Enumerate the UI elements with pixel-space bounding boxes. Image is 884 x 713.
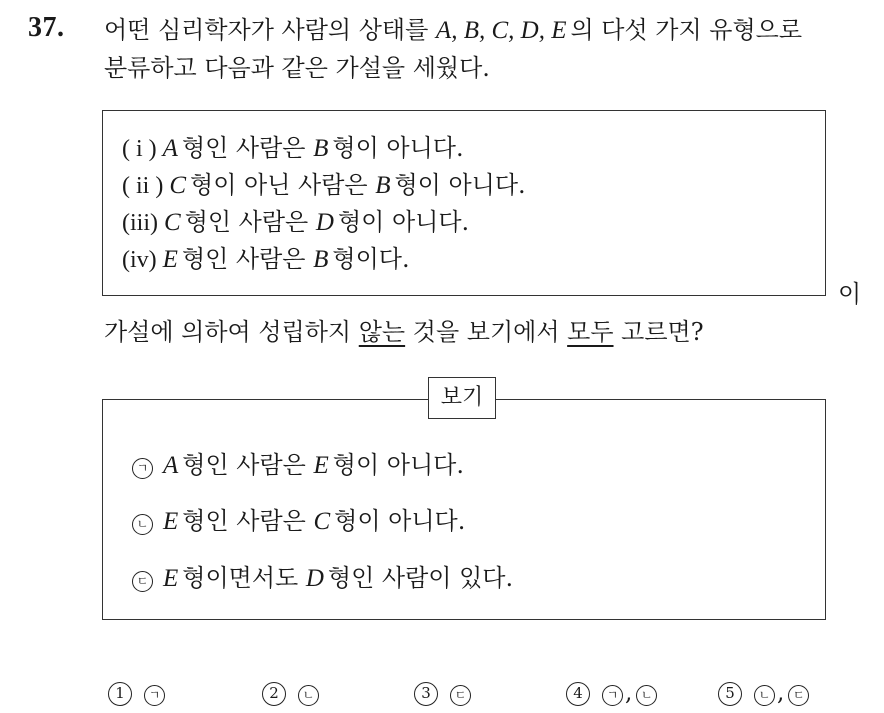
circled-giyeok-icon: ㄱ	[602, 685, 623, 706]
hypothesis-text: 형인 사람은	[181, 134, 306, 162]
circled-digeut-icon: ㄷ	[788, 685, 809, 706]
type-var: D	[315, 209, 334, 236]
circled-giyeok-icon: ㄱ	[132, 458, 153, 479]
choice-number: 1	[108, 682, 132, 706]
choice-1[interactable]	[108, 678, 165, 708]
type-var: A	[162, 135, 178, 162]
bogi-item-3	[132, 563, 513, 594]
bogi-text: 형인 사람은	[182, 451, 306, 479]
bogi-item-1	[132, 450, 464, 481]
choice-2[interactable]	[262, 678, 319, 708]
ask-underline-not: 않는	[358, 318, 406, 346]
hypothesis-4	[122, 244, 410, 275]
type-var: B	[375, 172, 391, 199]
type-var: E	[162, 246, 178, 273]
type-var: E	[163, 565, 179, 592]
type-var: C	[169, 172, 187, 199]
hypothesis-text: 형이 아니다.	[337, 208, 470, 236]
hypothesis-label: (iv)	[122, 247, 157, 273]
circled-nieun-icon: ㄴ	[298, 685, 319, 706]
type-var: A	[163, 452, 179, 479]
stem-types: A, B, C, D, E	[435, 17, 567, 44]
question-ask	[104, 312, 704, 347]
stem-text-1: 어떤 심리학자가 사람의 상태를	[104, 16, 429, 44]
comma: ,	[777, 680, 785, 706]
bogi-text: 형이 아니다.	[334, 507, 466, 535]
hypothesis-text: 형이 아닌 사람은	[190, 171, 368, 199]
choice-3[interactable]	[414, 678, 471, 708]
bogi-text: 형이면서도	[182, 564, 299, 592]
hypothesis-text: 형이 아니다.	[332, 134, 464, 162]
type-var: E	[163, 508, 179, 535]
circled-nieun-icon: ㄴ	[754, 685, 775, 706]
question-stem-line2: 분류하고 다음과 같은 가설을 세웠다.	[104, 54, 490, 82]
type-var: C	[313, 508, 331, 535]
ask-text-2: 것을 보기에서	[412, 318, 560, 346]
choice-number: 4	[566, 682, 590, 706]
choice-number: 3	[414, 682, 438, 706]
bogi-text: 형인 사람이 있다.	[327, 564, 514, 592]
hypothesis-text: 형이 아니다.	[394, 171, 526, 199]
choice-number: 5	[718, 682, 742, 706]
hypothesis-label: (iii)	[122, 210, 158, 236]
choice-number: 2	[262, 682, 286, 706]
question-number: 37.	[28, 12, 65, 43]
hypothesis-text: 형인 사람은	[181, 245, 306, 273]
bogi-text: 형인 사람은	[182, 507, 306, 535]
ask-text-1: 가설에 의하여 성립하지	[104, 318, 352, 346]
bogi-item-2	[132, 506, 465, 537]
circled-nieun-icon: ㄴ	[636, 685, 657, 706]
type-var: B	[313, 135, 329, 162]
question-stem-line1	[104, 12, 802, 49]
circled-digeut-icon: ㄷ	[450, 685, 471, 706]
ask-underline-all: 모두	[567, 318, 614, 346]
bogi-title: 보기	[428, 377, 496, 419]
circled-digeut-icon: ㄷ	[132, 571, 153, 592]
hypothesis-text: 형이다.	[332, 245, 410, 273]
circled-giyeok-icon: ㄱ	[144, 685, 165, 706]
choice-4[interactable]	[566, 678, 657, 708]
bogi-text: 형이 아니다.	[332, 451, 464, 479]
ask-text-3: 고르면?	[621, 318, 704, 346]
circled-nieun-icon: ㄴ	[132, 514, 153, 535]
hypothesis-label: ( i )	[122, 136, 157, 162]
hypothesis-1	[122, 133, 464, 164]
hypothesis-text: 형인 사람은	[184, 208, 309, 236]
hypothesis-3	[122, 207, 469, 238]
stem-text-2: 의 다섯 가지 유형으로	[570, 16, 803, 44]
comma: ,	[625, 680, 633, 706]
type-var: D	[305, 565, 324, 592]
type-var: C	[164, 209, 181, 236]
hypothesis-2	[122, 170, 526, 201]
type-var: B	[313, 246, 329, 273]
box-suffix: 이	[838, 280, 862, 308]
type-var: E	[313, 452, 329, 479]
hypothesis-label: ( ii )	[122, 173, 164, 199]
choice-5[interactable]	[718, 678, 809, 708]
